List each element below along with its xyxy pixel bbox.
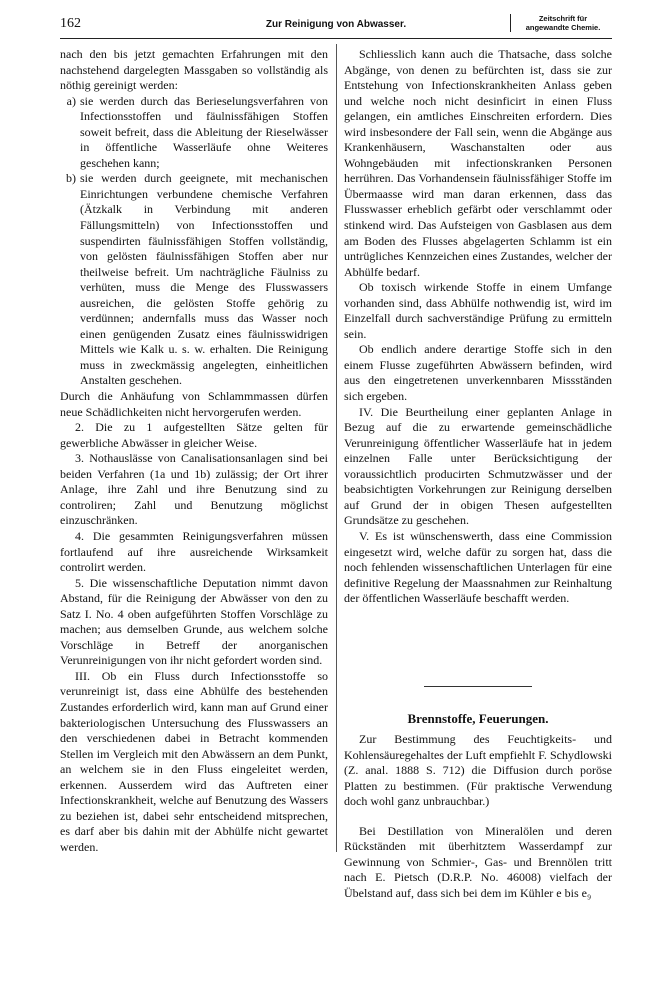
page-number: 162 [60,16,81,31]
paragraph-toxisch: Ob toxisch wirkende Stoffe in einem Umfange vorhanden sind, dass Abhülfe nothwendig ist, wird im Einzelfall durch sachverständige Prüfung zu ermitteln sein. [344,280,612,341]
paragraph-5: 5. Die wissenschaftliche Deputation nimmt davon Abstand, für die Reinigung der Abwässer von den zu Satz I. No. 4 oben aufgeführten Stoffen Vorschläge zu machen; aus demselben Grunde, aus welchem solche Vorschläge in Betreff der anorganischen Verunreinigungen von ihr nicht gefordert worden sind. [60,575,328,668]
paragraph-4: 4. Die gesammten Reinigungsverfahren müssen fortlaufend auf ihre ausreichende Wirksamkeit controlirt werden. [60,528,328,575]
item-b-text: sie werden durch geeignete, mit mechanischen Einrichtungen verbundene chemische Verfahren (Ätzkalk in Verbindung mit anderen Fällungsmitteln) von Infectionsstoffen und suspendirten fäulnissfähigen Stoffen vollständig, von gelösten fäulnissfähigen Stoffen aber nur theilweise befreit. Um nachträgliche Fäulniss zu verhüten, muss die Menge des Flusswassers ausreichen, die gelösten Stoffe gehörig zu verdünnen; andernfalls muss das Wasser noch einen genügenden Zusatz eines fäulnisswidrigen Mittels wie Kalk u. s. w. erhalten. Die Reinigung muss in zweckmässig angelegten, einheitlichen Anstalten geschehen. [80,171,328,388]
right-column [344,47,612,607]
paragraph-schliesslich: Schliesslich kann auch die Thatsache, dass solche Abgänge, von denen zu befürchten ist, dass sie zur Entstehung von Infectionskrankheiten Anlass geben und welche noch nicht desinficirt in einen Fluss gelangen, ein amtliches Einschreiten erfordern. Dies wird insbesondere der Fall sein, wenn die Abgänge aus Krankenhäusern, Waschanstalten oder aus Wohngebäuden mit infectionskranken Personen herrühren. Das Vorhandensein fäulnissfähiger Stoffe im Übermaasse wird man daran erkennen, dass das Flusswasser erheblich gefärbt oder verschlammt oder stinkend wird. Das Aufsteigen von Gasblasen aus dem am Boden des Flusses abgelagerten Schlamm ist ein untrügliches Kennzeichen eines Zustandes, welcher der Abhülfe bedarf. [344,47,612,279]
item-a-text: sie werden durch das Berieselungsverfahren von Infectionsstoffen und fäulnissfähigen Stoffen soweit befreit, dass die Ableitung der Rieselwässer in öffentliche Wasserläufe ohne Weiteres geschehen kann; [80,93,328,170]
list-item-b [60,171,328,389]
paragraph-feuchtigkeit: Zur Bestimmung des Feuchtigkeits- und Kohlensäuregehaltes der Luft empfiehlt F. Schydlowski (Z. anal. 1888 S. 712) die Diffusion durch poröse Platten zu bestimmen. (Für praktische Verwendung doch wohl ganz unbrauchbar.) [344,732,612,809]
list-item-a [60,94,328,172]
paragraph-iv: IV. Die Beurtheilung einer geplanten Anlage in Bezug auf die zu erwartende gemeinschädliche Verunreinigung öffentlicher Wasserläufe hat in jedem einzelnen Falle unter Berücksichtigung der voraussichtlich producirten Schmutzwässer und der beabsichtigten Vorkehrungen zur Reinigung derselben auf Grund der in obigen Thesen aufgestellten Grundsätze zu geschehen. [344,404,612,528]
paragraph-v: V. Es ist wünschenswerth, dass eine Commission eingesetzt wird, welche dafür zu sorgen hat, dass die noch fehlenden wissenschaftlichen Unterlagen für eine definitive Regelung der Maassnahmen zur Reinhaltung der öffentlichen Wasserläufe beschafft werden. [344,528,612,606]
paragraph-iii: III. Ob ein Fluss durch Infectionsstoffe so verunreinigt ist, dass eine Abhülfe des bestehenden Zustandes erforderlich wird, kann man auf Grund einer bakteriologischen Untersuchung des Flusswassers an den verschiedenen dabei in Betracht kommenden Stellen im Vergleich mit den Abwässern an dem Punkt, an welchem sie in den Fluss eingeleitet werden, erkennen. Ausserdem wird das Auftreten einer Infectionskrankheit, welche auf Benutzung des Wassers zu beziehen ist, dabei sehr entscheidend mitsprechen, es darf aber bis dahin mit der Abhülfe nicht gewartet werden. [60,668,328,854]
running-title: Zur Reinigung von Abwasser. [265,19,407,30]
journal-name [510,14,612,32]
column-rule [336,44,337,852]
paragraph-2: 2. Die zu 1 aufgestellten Sätze gelten für gewerbliche Abwässer in gleicher Weise. [60,420,328,450]
right-column-section [344,710,612,901]
paragraph-3: 3. Nothauslässe von Canalisationsanlagen sind bei beiden Verfahren (1a und 1b) zulässig; der Ort ihrer Anlage, ihre Zahl und ihre Benutzung sind zu controliren; Zahl und Benutzung möglichst einzuschränken. [60,451,328,528]
section-divider [424,686,532,687]
page-header [60,14,612,39]
journal-line-1: Zeitschrift für [538,14,588,23]
item-a-label: a) [66,93,76,108]
journal-line-2: angewandte Chemie. [525,23,601,32]
left-column [60,47,328,855]
paragraph-schlamm: Durch die Anhäufung von Schlammmassen dürfen neue Schädlichkeiten nicht hervorgerufen werden. [60,389,328,419]
paragraph-intro: nach den bis jetzt gemachten Erfahrungen mit den nachstehend dargelegten Massgaben so vollständig als nöthig gereinigt werden: [60,47,328,93]
paragraph-destillation: Bei Destillation von Mineralölen und deren Rückständen mit überhitztem Wasserdampf zur Gewinnung von Schmier-, Gas- und Brennölen tritt nach E. Pietsch (D.R.P. No. 46008) vielfach der Übelstand auf, dass sich bei dem im Kühler e bis e₉ [344,823,612,900]
section-title: Brennstoffe, Feuerungen. [407,711,549,726]
paragraph-andere: Ob endlich andere derartige Stoffe sich in den einem Flusse zugeführten Abwässern befinden, wird aus den eingetretenen unverkennbaren Missständen sich ergeben. [344,342,612,404]
item-b-label: b) [66,171,76,186]
